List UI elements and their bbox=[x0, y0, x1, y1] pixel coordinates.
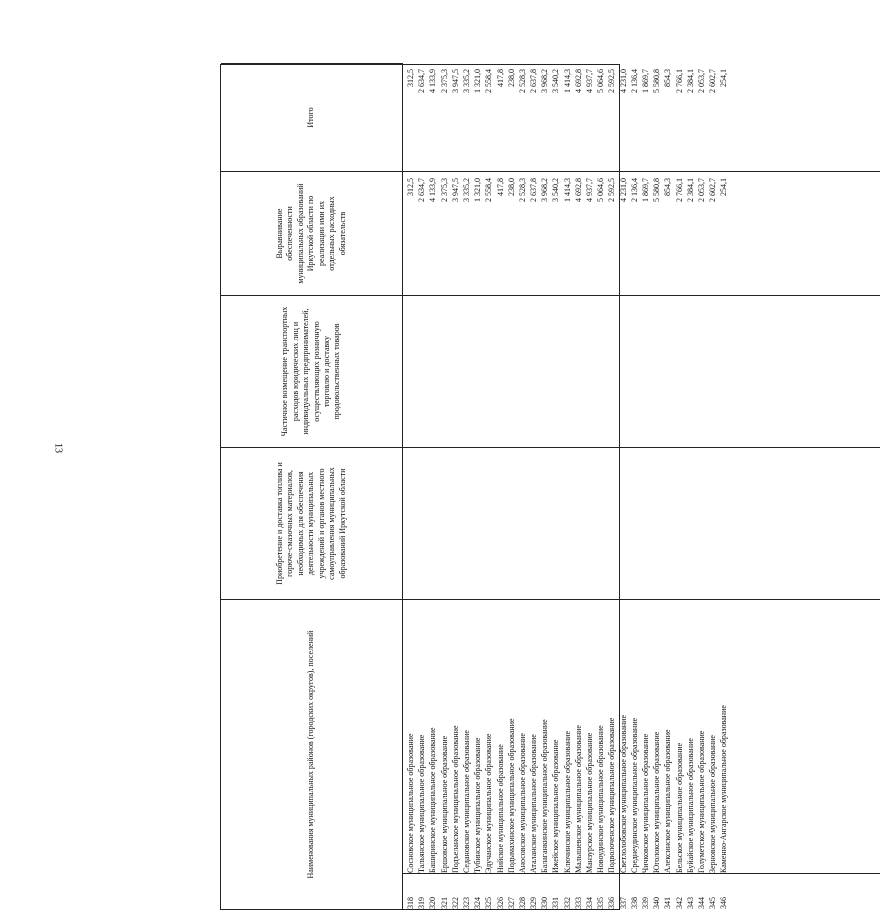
total-value: 5 064,6 bbox=[596, 69, 606, 93]
equalization-value: 2 053,7 bbox=[696, 178, 706, 202]
equalization-value: 4 231,0 bbox=[618, 178, 628, 202]
column-transport-compensation bbox=[403, 295, 880, 447]
row-number: 328 bbox=[517, 897, 527, 909]
row-number: 331 bbox=[551, 897, 561, 909]
equalization-value: 3 947,5 bbox=[450, 178, 460, 202]
equalization-value: 854,3 bbox=[663, 178, 673, 196]
row-numbers bbox=[403, 873, 880, 909]
column-total bbox=[403, 63, 880, 171]
municipality-name: Новоудинское муниципальное образование bbox=[596, 725, 606, 873]
municipality-name: Баширинское муниципальное образование bbox=[428, 727, 438, 873]
equalization-value: 2 766,1 bbox=[674, 178, 684, 202]
row-number: 321 bbox=[439, 897, 449, 909]
header-total: Итого bbox=[221, 63, 403, 171]
row-number: 318 bbox=[406, 897, 415, 909]
equalization-value: 3 968,2 bbox=[540, 178, 550, 202]
equalization-value: 2 528,3 bbox=[517, 178, 527, 202]
row-number: 330 bbox=[540, 897, 550, 909]
municipality-name: Эдучанское муниципальное образование bbox=[484, 733, 494, 873]
municipality-name: Аносовское муниципальное образование bbox=[517, 733, 527, 873]
municipality-name: Ключинское муниципальное образование bbox=[562, 731, 572, 873]
row-number: 345 bbox=[708, 897, 718, 909]
municipality-name: Тальянское муниципальное образование bbox=[417, 734, 427, 873]
row-number: 320 bbox=[428, 897, 438, 909]
row-number: 335 bbox=[596, 897, 606, 909]
header-transport-compensation: Частичное возмещение транспортных расходов юридических лиц и индивидуальных предпринимателей, осуществляющих розничную торговлю и доставку продовольственных товаров bbox=[221, 295, 403, 447]
equalization-value: 5 064,6 bbox=[596, 178, 606, 202]
column-fuel-delivery bbox=[403, 447, 880, 599]
equalization-value: 2 375,3 bbox=[439, 178, 449, 202]
equalization-value: 312,5 bbox=[406, 178, 415, 196]
row-number: 343 bbox=[685, 897, 695, 909]
municipality-name: Тубинское муниципальное образование bbox=[473, 737, 483, 873]
rotated-table-page bbox=[220, 64, 800, 910]
municipality-name: Седановское муниципальное образование bbox=[461, 730, 471, 873]
total-value: 2 384,1 bbox=[685, 69, 695, 93]
total-value: 2 766,1 bbox=[674, 69, 684, 93]
total-value: 3 968,2 bbox=[540, 69, 550, 93]
equalization-value: 3 335,2 bbox=[461, 178, 471, 202]
municipality-name: Нийское муниципальное образование bbox=[495, 744, 505, 873]
row-number: 326 bbox=[495, 897, 505, 909]
row-number: 322 bbox=[450, 897, 460, 909]
equalization-value: 2 558,4 bbox=[484, 178, 494, 202]
header-equalization: Выравнивание обеспеченности муниципальных образований Иркутской области по реализации ими их отдельных расходных обязательств bbox=[221, 171, 403, 295]
total-value: 1 869,7 bbox=[640, 69, 650, 93]
equalization-value: 254,1 bbox=[719, 178, 729, 196]
column-municipality bbox=[403, 599, 880, 909]
page-number: 13 bbox=[52, 443, 64, 453]
total-value: 4 937,7 bbox=[585, 69, 594, 93]
total-value: 4 133,9 bbox=[428, 69, 438, 93]
equalization-value: 2 602,7 bbox=[708, 178, 718, 202]
row-number: 333 bbox=[573, 897, 583, 909]
total-value: 854,3 bbox=[663, 69, 673, 87]
equalization-value: 5 580,8 bbox=[652, 178, 662, 202]
total-value: 3 335,2 bbox=[461, 69, 471, 93]
total-value: 2 634,7 bbox=[417, 69, 427, 93]
column-equalization bbox=[403, 171, 880, 295]
municipality-name: Малышевское муниципальное образование bbox=[573, 725, 583, 873]
municipality-name: Подволоченское муниципальное образование bbox=[607, 717, 617, 873]
header-municipality: Наименования муниципальных районов (городских округов), поселений bbox=[221, 599, 403, 909]
equalization-value: 417,8 bbox=[495, 178, 505, 196]
municipality-name: Зерновское муниципальное образование bbox=[708, 735, 718, 873]
municipality-name: Аталанское муниципальное образование bbox=[529, 734, 539, 873]
municipality-name: Бельское муниципальное образование bbox=[674, 742, 684, 873]
total-value: 417,8 bbox=[495, 69, 505, 87]
municipality-name: Балаганкинское муниципальное образование bbox=[540, 719, 550, 873]
total-value: 2 528,3 bbox=[517, 69, 527, 93]
total-value: 238,0 bbox=[506, 69, 516, 87]
row-number: 329 bbox=[529, 897, 539, 909]
row-number: 327 bbox=[506, 897, 516, 909]
row-number: 319 bbox=[417, 897, 427, 909]
row-number: 344 bbox=[696, 897, 706, 909]
row-number: 332 bbox=[562, 897, 572, 909]
municipality-name: Юголокское муниципальное образование bbox=[652, 731, 662, 873]
equalization-value: 1 414,3 bbox=[562, 178, 572, 202]
equalization-value: 2 637,8 bbox=[529, 178, 539, 202]
municipality-name: Светлолобовское муниципальное образование bbox=[618, 714, 628, 873]
row-number: 336 bbox=[607, 897, 617, 909]
total-value: 2 637,8 bbox=[529, 69, 539, 93]
total-value: 2 136,4 bbox=[629, 69, 639, 93]
equalization-value: 1 321,0 bbox=[473, 178, 483, 202]
equalization-value: 3 540,2 bbox=[551, 178, 561, 202]
municipality-name: Среднеудинское муниципальное образование bbox=[629, 717, 639, 873]
municipality-names bbox=[403, 600, 880, 873]
row-number: 324 bbox=[473, 897, 483, 909]
total-value: 4 231,0 bbox=[618, 69, 628, 93]
total-value: 312,5 bbox=[406, 69, 415, 87]
row-number: 334 bbox=[585, 897, 594, 909]
total-value: 1 321,0 bbox=[473, 69, 483, 93]
municipality-name: Подымахинское муниципальное образование bbox=[506, 718, 516, 873]
budget-table bbox=[220, 64, 729, 910]
equalization-value: 4 937,7 bbox=[585, 178, 594, 202]
total-value: 1 414,3 bbox=[562, 69, 572, 93]
equalization-value: 2 634,7 bbox=[417, 178, 427, 202]
header-fuel-delivery: Приобретение и доставка топлива и горюче-смазочных материалов, необходимых для обеспечения деятельности муниципальных учреждений и органов местного самоуправления муниципальных образований Иркутской области bbox=[221, 447, 403, 599]
municipality-name: Подъеланское муниципальное образование bbox=[450, 725, 460, 873]
municipality-name: Ижейское муниципальное образование bbox=[551, 739, 561, 873]
row-number: 337 bbox=[618, 897, 628, 909]
equalization-value: 4 133,9 bbox=[428, 178, 438, 202]
municipality-name: Алексинское муниципальное образование bbox=[663, 729, 673, 873]
row-number: 338 bbox=[629, 897, 639, 909]
municipality-name: Манзурское муниципальное образование bbox=[585, 732, 594, 873]
equalization-value: 4 692,8 bbox=[573, 178, 583, 202]
equalization-value: 2 384,1 bbox=[685, 178, 695, 202]
total-value: 2 592,5 bbox=[607, 69, 617, 93]
total-value: 2 053,7 bbox=[696, 69, 706, 93]
row-number: 342 bbox=[674, 897, 684, 909]
row-number: 341 bbox=[663, 897, 673, 909]
equalization-value: 2 136,4 bbox=[629, 178, 639, 202]
total-value: 4 692,8 bbox=[573, 69, 583, 93]
municipality-name: Чичковское муниципальное образование bbox=[640, 733, 650, 873]
municipality-name: Сосновское муниципальное образование bbox=[406, 733, 415, 873]
row-number: 340 bbox=[652, 897, 662, 909]
municipality-name: Ершовское муниципальное образование bbox=[439, 735, 449, 873]
equalization-value: 238,0 bbox=[506, 178, 516, 196]
municipality-name: Буйайское муниципальное образование bbox=[685, 738, 695, 873]
row-number: 323 bbox=[461, 897, 471, 909]
municipality-name: Голуметское муниципальное образование bbox=[696, 730, 706, 873]
total-value: 2 602,7 bbox=[708, 69, 718, 93]
row-number: 325 bbox=[484, 897, 494, 909]
total-value: 254,1 bbox=[719, 69, 729, 87]
row-number: 346 bbox=[719, 897, 729, 909]
row-number: 339 bbox=[640, 897, 650, 909]
total-value: 3 540,2 bbox=[551, 69, 561, 93]
total-value: 2 558,4 bbox=[484, 69, 494, 93]
equalization-value: 1 869,7 bbox=[640, 178, 650, 202]
total-value: 5 580,8 bbox=[652, 69, 662, 93]
municipality-name: Каменно-Ангарское муниципальное образование bbox=[719, 705, 729, 873]
total-value: 2 375,3 bbox=[439, 69, 449, 93]
total-value: 3 947,5 bbox=[450, 69, 460, 93]
equalization-value: 2 592,5 bbox=[607, 178, 617, 202]
